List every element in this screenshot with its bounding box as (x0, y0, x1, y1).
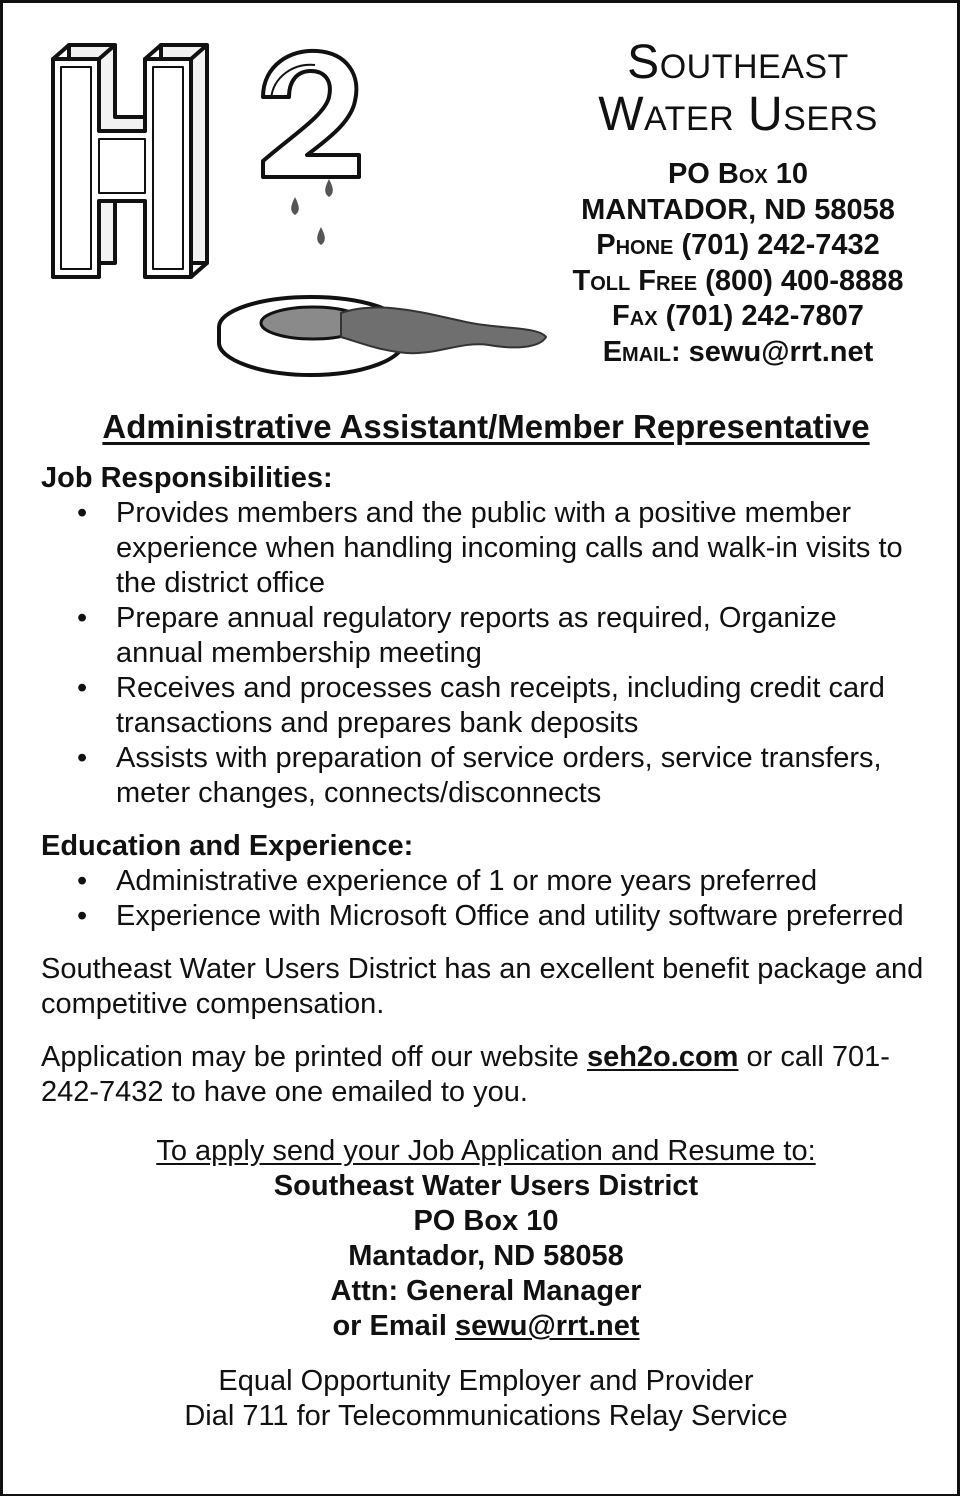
list-item (41, 741, 931, 811)
apply-po-box: PO Box 10 (413, 1205, 559, 1237)
toll-free-label: Toll Free (572, 264, 698, 297)
organization-name-line2: Water Users (598, 88, 878, 141)
responsibilities-heading: Job Responsibilities: (41, 462, 333, 494)
organization-name-line1: Southeast (627, 36, 849, 89)
application-text (41, 1040, 931, 1110)
benefits-text: Southeast Water Users District has an excellent benefit package and competitive compensation. (41, 953, 924, 1020)
phone-label: Phone (596, 229, 674, 261)
apply-city: Mantador, ND 58058 (348, 1240, 624, 1272)
organization-block (543, 37, 933, 370)
phone-number: (701) 242-7432 (681, 229, 880, 261)
po-box: PO Box 10 (667, 158, 809, 190)
email-line (543, 335, 933, 371)
footer-line1: Equal Opportunity Employer and Provider (218, 1365, 754, 1397)
apply-block (41, 1134, 931, 1344)
education-list (41, 864, 931, 934)
job-posting (41, 405, 931, 1434)
bullet-icon: • (77, 742, 88, 774)
list-item-text: Experience with Microsoft Office and utility software preferred (116, 900, 904, 932)
email-address[interactable]: sewu@rrt.net (688, 335, 874, 368)
apply-email-prefix: or Email (332, 1310, 455, 1342)
contact-info (543, 157, 933, 370)
h2o-logo (41, 37, 551, 377)
bullet-icon: • (77, 497, 88, 529)
application-text-after: or call 701-242-7432 to have one emailed to you. (41, 1041, 890, 1108)
bullet-icon: • (77, 900, 88, 932)
apply-name: Southeast Water Users District (273, 1170, 699, 1202)
fax-number: (701) 242-7807 (665, 300, 864, 332)
application-text-before: Application may be printed off our website (41, 1041, 587, 1073)
organization-name (543, 37, 933, 141)
list-item (41, 601, 931, 671)
footer-line2: Dial 711 for Telecommunications Relay Service (184, 1400, 788, 1432)
list-item-text: Provides members and the public with a positive member experience when handling incoming calls and walk-in visits to the district office (116, 497, 903, 599)
fax-label: Fax (612, 300, 658, 332)
list-item (41, 496, 931, 601)
bullet-icon: • (77, 672, 88, 704)
bullet-icon: • (77, 602, 88, 634)
apply-attn: Attn: General Manager (330, 1275, 642, 1307)
responsibilities-list (41, 496, 931, 811)
list-item-text: Assists with preparation of service orders, service transfers, meter changes, connects/disconnects (116, 742, 882, 809)
bullet-icon: • (77, 865, 88, 897)
education-heading: Education and Experience: (41, 830, 414, 862)
city-state-zip: MANTADOR, ND 58058 (581, 193, 895, 226)
list-item (41, 899, 931, 934)
footer (41, 1364, 931, 1434)
website-link[interactable]: seh2o.com (586, 1041, 739, 1073)
toll-free-number: (800) 400-8888 (705, 264, 904, 297)
apply-email-line (41, 1309, 931, 1344)
list-item (41, 864, 931, 899)
list-item (41, 671, 931, 741)
apply-lead: To apply send your Job Application and Resume to: (156, 1135, 816, 1167)
list-item-text: Prepare annual regulatory reports as required, Organize annual membership meeting (116, 602, 837, 669)
toll-free-line (543, 264, 933, 300)
apply-email-link[interactable]: sewu@rrt.net (454, 1310, 640, 1342)
email-label: Email: (602, 335, 681, 368)
phone-line (543, 228, 933, 264)
list-item-text: Receives and processes cash receipts, including credit card transactions and prepares bank deposits (116, 672, 885, 739)
fax-line (543, 299, 933, 335)
list-item-text: Administrative experience of 1 or more years preferred (116, 865, 818, 897)
job-title: Administrative Assistant/Member Representative (102, 408, 870, 445)
